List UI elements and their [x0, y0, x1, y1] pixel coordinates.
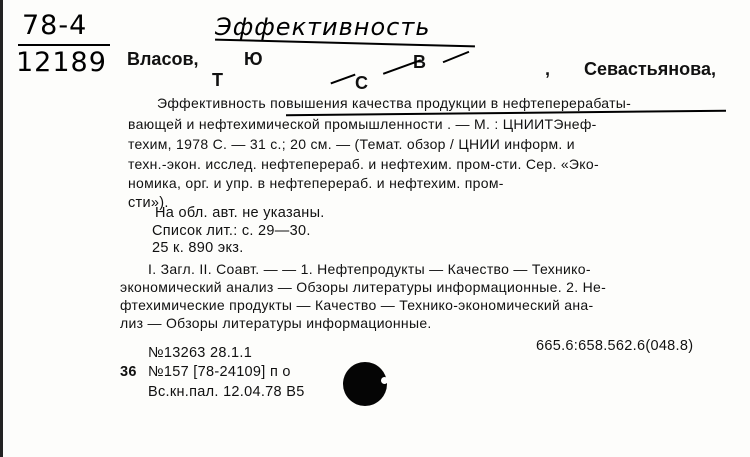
subject-line-3: фтехимические продукты — Качество — Технико-экономический ана- — [120, 297, 594, 313]
handwritten-letter-c: С — [355, 73, 368, 93]
description-line-2: вающей и нефтехимической промышленности . — М. : ЦНИИТЭнеф- — [128, 116, 597, 132]
subject-line-4: лиз — Обзоры литературы информационные. — [120, 315, 432, 331]
handwritten-letter-t: Т — [212, 70, 223, 90]
description-line-1: Эффективность повышения качества продукции в нефтеперерабаты- — [157, 95, 632, 111]
note-line-2: Список лит.: с. 29—30. — [152, 223, 311, 239]
card-left-edge — [0, 0, 3, 457]
punched-hole — [343, 362, 387, 406]
author-secondary: Севастьянова, — [584, 59, 716, 79]
author-primary: Власов, — [127, 49, 199, 69]
header-comma: , — [545, 59, 551, 79]
punched-hole-highlight — [381, 377, 388, 384]
note-line-1: На обл. авт. не указаны. — [155, 205, 325, 221]
handwritten-stroke-b2 — [443, 51, 470, 63]
handwritten-letter-b: В — [413, 52, 426, 72]
subject-line-2: экономический анализ — Обзоры литературы информационные. 2. Не- — [120, 279, 607, 295]
footer-line-2: №157 [78-24109] п о — [148, 364, 291, 380]
handwritten-title-note: Эффективность — [215, 13, 431, 41]
description-line-6: сти»). — [128, 195, 169, 211]
footer-line-1: №13263 28.1.1 — [148, 345, 253, 361]
description-line-3: техим, 1978 С. — 31 с.; 20 см. — (Темат. обзор / ЦНИИ информ. и — [128, 136, 575, 152]
description-line-4: техн.-экон. исслед. нефтеперераб. и нефтехим. пром-сти. Сер. «Эко- — [128, 156, 599, 172]
handwritten-code-bottom: 12189 — [16, 47, 107, 78]
handwritten-stroke-c — [330, 74, 355, 85]
handwritten-code-top: 78-4 — [22, 10, 88, 41]
handwritten-divider — [18, 44, 110, 46]
subject-line-1: I. Загл. II. Соавт. — — 1. Нефтепродукты — Качество — Технико- — [148, 261, 591, 277]
note-line-3: 25 к. 890 экз. — [152, 240, 244, 256]
classification-code: 665.6:658.562.6(048.8) — [536, 338, 694, 354]
author-initial: Ю — [244, 49, 263, 69]
footer-line-3: Вс.кн.пал. 12.04.78 В5 — [148, 384, 305, 400]
footer-number-36: 36 — [120, 364, 137, 380]
description-line-5: номика, орг. и упр. в нефтеперераб. и нефтехим. пром- — [128, 175, 504, 191]
